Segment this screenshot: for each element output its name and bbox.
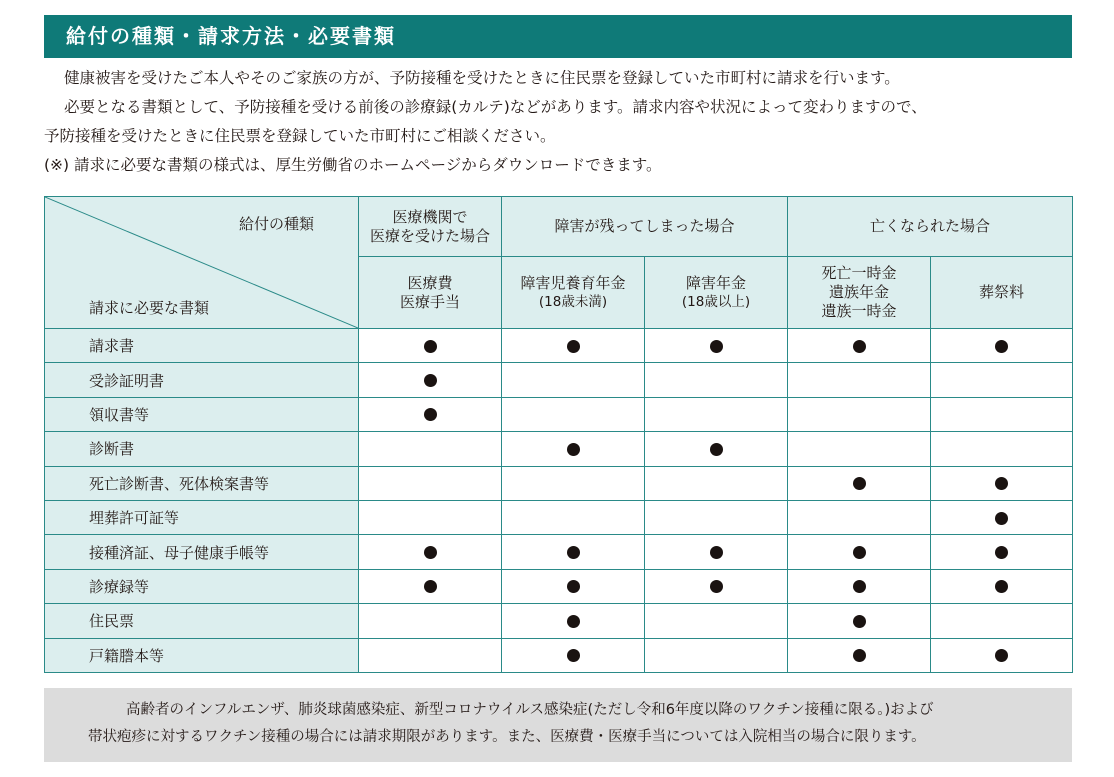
col-header-line: 遺族一時金 — [821, 302, 897, 320]
table-cell — [788, 329, 931, 363]
table-cell — [359, 569, 502, 603]
col-header-funeral: 葬祭料 — [931, 257, 1073, 329]
required-mark-icon — [853, 649, 866, 662]
document-label: 請求書 — [45, 329, 359, 363]
table-cell — [788, 535, 931, 569]
document-label: 接種済証、母子健康手帳等 — [45, 535, 359, 569]
col-header-line: 死亡一時金 — [821, 264, 897, 282]
table-cell — [788, 397, 931, 431]
required-mark-icon — [567, 443, 580, 456]
table-corner-cell — [45, 197, 359, 329]
required-mark-icon — [995, 477, 1008, 490]
table-cell — [645, 432, 788, 466]
table-cell — [645, 604, 788, 638]
group-header-line: 医療を受けた場合 — [369, 226, 490, 245]
required-mark-icon — [567, 546, 580, 559]
table-row — [45, 329, 1073, 363]
document-label: 戸籍謄本等 — [45, 638, 359, 672]
group-header-medical — [359, 197, 502, 257]
table-cell — [931, 363, 1073, 397]
required-mark-icon — [424, 408, 437, 421]
table-cell — [931, 397, 1073, 431]
table-cell — [931, 500, 1073, 534]
required-mark-icon — [995, 580, 1008, 593]
col-header-line: 遺族年金 — [829, 283, 890, 301]
table-cell — [502, 569, 645, 603]
table-cell — [359, 329, 502, 363]
table-cell — [502, 500, 645, 534]
table-cell — [502, 535, 645, 569]
intro-text — [44, 64, 1084, 180]
table-cell — [931, 466, 1073, 500]
intro-line: 健康被害を受けたご本人やそのご家族の方が、予防接種を受けたときに住民票を登録していた市町村に請求を行います。 — [64, 69, 900, 87]
table-cell — [788, 569, 931, 603]
table-cell — [931, 432, 1073, 466]
table-row — [45, 500, 1073, 534]
table-cell — [645, 535, 788, 569]
intro-line: 予防接種を受けたときに住民票を登録していた市町村にご相談ください。 — [44, 127, 556, 145]
required-mark-icon — [853, 477, 866, 490]
col-header-medical-expenses — [359, 257, 502, 329]
table-row — [45, 397, 1073, 431]
table-cell — [931, 329, 1073, 363]
required-mark-icon — [853, 340, 866, 353]
required-mark-icon — [853, 580, 866, 593]
group-header-disability: 障害が残ってしまった場合 — [502, 197, 788, 257]
document-label: 領収書等 — [45, 397, 359, 431]
required-mark-icon — [567, 649, 580, 662]
document-label: 死亡診断書、死体検案書等 — [45, 466, 359, 500]
table-cell — [502, 397, 645, 431]
col-header-disability-pension — [645, 257, 788, 329]
required-mark-icon — [995, 546, 1008, 559]
table-cell — [788, 466, 931, 500]
table-cell — [502, 432, 645, 466]
corner-top-label: 給付の種類 — [238, 215, 314, 233]
required-mark-icon — [424, 340, 437, 353]
document-label: 住民票 — [45, 604, 359, 638]
table-cell — [645, 500, 788, 534]
document-label: 診断書 — [45, 432, 359, 466]
table-cell — [645, 329, 788, 363]
required-mark-icon — [710, 340, 723, 353]
table-cell — [359, 500, 502, 534]
table-cell — [359, 466, 502, 500]
table-cell — [502, 329, 645, 363]
table-cell — [788, 363, 931, 397]
table-row — [45, 363, 1073, 397]
table-row — [45, 535, 1073, 569]
table-row — [45, 569, 1073, 603]
group-header-death: 亡くなられた場合 — [788, 197, 1073, 257]
intro-line: 必要となる書類として、予防接種を受ける前後の診療録(カルテ)などがあります。請求内容や状況によって変わりますので、 — [64, 98, 927, 116]
table-row — [45, 638, 1073, 672]
table-cell — [359, 397, 502, 431]
group-header-line: 医療機関で — [392, 207, 468, 226]
table-cell — [502, 363, 645, 397]
required-mark-icon — [995, 340, 1008, 353]
col-header-line: 医療費 — [407, 273, 453, 292]
intro-note-line: (※) 請求に必要な書類の様式は、厚生労働省のホームページからダウンロードできます。 — [44, 156, 662, 174]
required-mark-icon — [710, 546, 723, 559]
table-row — [45, 432, 1073, 466]
table-cell — [788, 604, 931, 638]
corner-bottom-label: 請求に必要な書類 — [89, 299, 210, 317]
table-cell — [645, 466, 788, 500]
note-line: 帯状疱疹に対するワクチン接種の場合には請求期限があります。また、医療費・医療手当については入院相当の場合に限ります。 — [88, 729, 926, 745]
table-row — [45, 466, 1073, 500]
required-mark-icon — [853, 546, 866, 559]
table-cell — [645, 638, 788, 672]
table-header-row — [45, 197, 1073, 257]
table-cell — [788, 500, 931, 534]
table-cell — [931, 638, 1073, 672]
note-line: 高齢者のインフルエンザ、肺炎球菌感染症、新型コロナウイルス感染症(ただし令和6年度以降のワクチン接種に限る。)および — [126, 702, 934, 718]
table-cell — [931, 604, 1073, 638]
section-title: 給付の種類・請求方法・必要書類 — [44, 15, 1072, 58]
table-cell — [359, 363, 502, 397]
col-header-line: 障害年金 — [686, 273, 747, 292]
table-cell — [502, 466, 645, 500]
required-mark-icon — [710, 580, 723, 593]
table-cell — [931, 569, 1073, 603]
table-cell — [788, 638, 931, 672]
required-mark-icon — [995, 512, 1008, 525]
col-header-subline: (18歳以上) — [681, 293, 751, 310]
required-mark-icon — [424, 374, 437, 387]
table-cell — [359, 638, 502, 672]
table-cell — [788, 432, 931, 466]
col-header-child-pension — [502, 257, 645, 329]
col-header-line: 障害児養育年金 — [520, 273, 626, 292]
col-header-line: 医療手当 — [399, 292, 460, 311]
table-cell — [359, 604, 502, 638]
document-label: 埋葬許可証等 — [45, 500, 359, 534]
required-mark-icon — [567, 340, 580, 353]
required-mark-icon — [567, 615, 580, 628]
col-header-subline: (18歳未満) — [538, 293, 608, 310]
table-cell — [931, 535, 1073, 569]
col-header-death-benefits — [788, 257, 931, 329]
table-cell — [359, 535, 502, 569]
table-cell — [502, 604, 645, 638]
table-cell — [645, 363, 788, 397]
required-mark-icon — [424, 580, 437, 593]
required-mark-icon — [853, 615, 866, 628]
table-cell — [645, 569, 788, 603]
deadline-note — [44, 688, 1072, 762]
table-cell — [502, 638, 645, 672]
required-mark-icon — [567, 580, 580, 593]
benefit-documents-table — [44, 196, 1073, 673]
table-cell — [359, 432, 502, 466]
table-row — [45, 604, 1073, 638]
document-label: 受診証明書 — [45, 363, 359, 397]
required-mark-icon — [424, 546, 437, 559]
table-cell — [645, 397, 788, 431]
document-label: 診療録等 — [45, 569, 359, 603]
required-mark-icon — [710, 443, 723, 456]
required-mark-icon — [995, 649, 1008, 662]
